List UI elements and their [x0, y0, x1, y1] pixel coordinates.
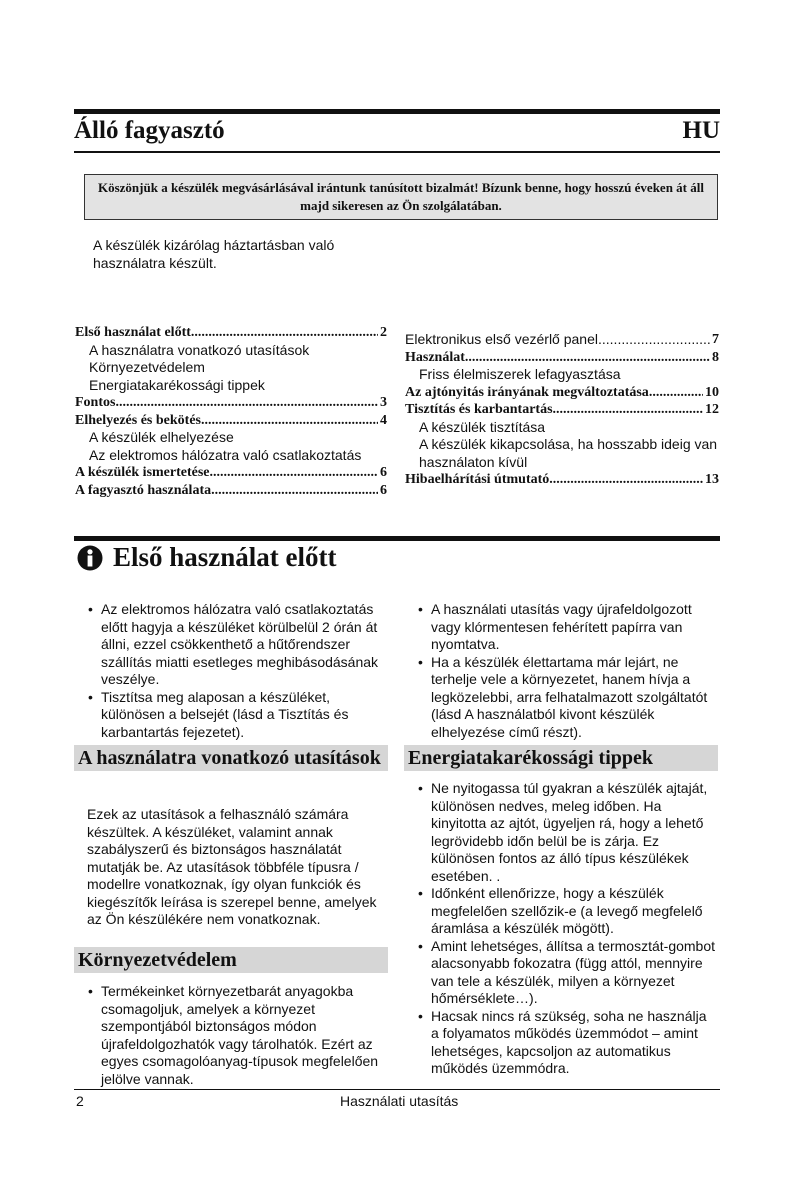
toc-page-number: 6 — [380, 465, 387, 480]
right-bullet-list — [418, 601, 718, 741]
toc-subentry: A készülék tisztítása — [419, 418, 546, 435]
info-icon — [77, 545, 103, 571]
toc-entry-title: A készülék ismertetése — [75, 465, 210, 480]
toc-leader — [210, 464, 378, 482]
toc-leader — [649, 384, 703, 402]
footer-rule — [74, 1089, 720, 1090]
toc-entry-title: Az ajtónyitás irányának megváltoztatása — [405, 384, 649, 400]
toc-page-number: 8 — [712, 349, 719, 365]
bullet-item: • Ne nyitogassa túl gyakran a készülék ajtaját, különösen nedves, meleg időben. Ha kinyitotta az ajtót, ügyeljen rá, hogy a lehető legrövidebb időn belül be is zárja. Ez különösen fontos az álló típus készülékek esetében. . — [418, 780, 718, 885]
language-code: HU — [682, 117, 720, 144]
toc-page-number: 12 — [705, 402, 719, 417]
toc-leader — [549, 471, 703, 489]
toc-subentry: Az elektromos hálózatra való csatlakoztatás — [89, 446, 362, 463]
toc-entry — [405, 384, 719, 402]
toc-subentry: Környezetvédelem — [89, 359, 205, 375]
bullet-item: • Amint lehetséges, állítsa a termosztát-gombot alacsonyabb fokozatra (függ attól, mennyire van tele a készülék, milyen a környezet hőmérséklete…). — [418, 938, 718, 1008]
toc-entry — [405, 471, 719, 489]
toc-page-number: 3 — [380, 395, 387, 410]
toc-entry — [405, 349, 719, 367]
table-of-contents-right — [405, 331, 719, 489]
intro-text: A készülék kizárólag háztartásban való használatra készült. — [93, 237, 335, 271]
bullet-item: • Időnként ellenőrizze, hogy a készülék megfelelően szellőzik-e (a levegő megfelelő áramlása a készülék mögött). — [418, 885, 718, 938]
left-bullet-list — [88, 601, 388, 741]
environment-heading: Környezetvédelem — [74, 947, 388, 973]
page-number: 2 — [76, 1093, 84, 1109]
toc-page-number: 4 — [380, 412, 387, 428]
toc-leader — [191, 324, 378, 342]
toc-page-number: 13 — [705, 472, 719, 487]
toc-entry-title: Elektronikus első vezérlő panel — [405, 331, 598, 347]
footer-text: Használati utasítás — [340, 1093, 459, 1109]
toc-entry-title: Elhelyezés és bekötés — [75, 412, 201, 428]
toc-subentry: A készülék elhelyezése — [89, 429, 234, 445]
toc-entry — [75, 482, 387, 500]
section-rule — [74, 536, 720, 541]
toc-entry-title: A fagyasztó használata — [75, 482, 212, 498]
toc-entry — [405, 331, 719, 349]
document-title: Álló fagyasztó — [74, 117, 225, 144]
table-of-contents-left — [75, 324, 387, 499]
toc-entry-title: Fontos — [75, 395, 116, 410]
toc-subentry: A készülék kikapcsolása, ha hosszabb ideig van használaton kívül — [419, 436, 718, 470]
toc-leader — [465, 349, 710, 367]
bullet-item: • Termékeinket környezetbarát anyagokba csomagoljuk, amelyek a környezet szempontjából biztonságos módon újrafeldolgozhatók vagy tárolhatók. Ezért az egyes csomagolóanyag-típusok megfelelően jelölve vannak. — [88, 983, 388, 1088]
toc-leader — [115, 394, 378, 412]
bullet-item: • Az elektromos hálózatra való csatlakoztatás előtt hagyja a készüléket körülbelül 2 órán át állni, ezzel csökkenthető a hűtőrendszer szállítás miatti esetleges meghibásodásának veszélye. — [88, 601, 388, 689]
toc-page-number: 7 — [712, 332, 719, 347]
toc-entry-title: Használat — [405, 349, 465, 365]
toc-page-number: 2 — [380, 325, 387, 340]
toc-entry — [405, 401, 719, 419]
toc-entry-title: Első használat előtt — [75, 325, 191, 340]
section-title: Első használat előtt — [113, 542, 337, 572]
toc-subentry: A használatra vonatkozó utasítások — [89, 341, 310, 358]
toc-subentry: Energiatakarékossági tippek — [89, 376, 265, 393]
environment-bullet-list — [88, 983, 388, 1088]
toc-leader — [553, 401, 703, 419]
toc-leader — [201, 412, 378, 430]
bullet-item: • Tisztítsa meg alaposan a készüléket, különösen a belsejét (lásd a Tisztítás és karbantartás fejezetet). — [88, 689, 388, 742]
bullet-item: • A használati utasítás vagy újrafeldolgozott vagy klórmentesen fehérített papírra van nyomtatva. — [418, 601, 718, 654]
toc-entry-title: Hibaelhárítási útmutató — [405, 472, 550, 487]
toc-entry — [75, 412, 387, 430]
top-rule — [74, 109, 720, 114]
toc-entry-title: Tisztítás és karbantartás — [405, 402, 553, 417]
energy-heading: Energiatakarékossági tippek — [404, 745, 718, 771]
toc-entry — [75, 464, 387, 482]
toc-subentry: Friss élelmiszerek lefagyasztása — [419, 366, 621, 382]
bullet-item: • Hacsak nincs rá szükség, soha ne használja a folyamatos működés üzemmódot – amint lehetséges, kapcsoljon az automatikus működés üzemmódra. — [418, 1008, 718, 1078]
toc-leader — [211, 482, 378, 500]
toc-leader — [598, 331, 710, 349]
thanks-box: Köszönjük a készülék megvásárlásával irántunk tanúsított bizalmát! Bízunk benne, hogy hosszú éveken át áll majd sikeresen az Ön szolgálatában. — [84, 174, 718, 220]
toc-page-number: 6 — [380, 482, 387, 498]
energy-bullet-list — [418, 780, 718, 1078]
toc-entry — [75, 324, 387, 342]
usage-heading: A használatra vonatkozó utasítások — [74, 745, 388, 771]
bullet-item: • Ha a készülék élettartama már lejárt, ne terhelje vele a környezetet, hanem hívja a legközelebbi, arra felhatalmazott szolgáltatót (lásd A használatból kivont készülék elhelyezése című részt). — [418, 654, 718, 742]
toc-entry — [75, 394, 387, 412]
usage-text: Ezek az utasítások a felhasználó számára készültek. A készüléket, valamint annak szabályszerű és biztonságos használatát mutatják be. Az utasítások többféle típusra / modellre vonatkoznak, így olyan funkciók és kiegészítők leírása is szerepel benne, amelyek az Ön készülékére nem vonatkoznak. — [87, 806, 377, 927]
toc-page-number: 10 — [705, 384, 719, 400]
title-underline — [74, 151, 720, 153]
